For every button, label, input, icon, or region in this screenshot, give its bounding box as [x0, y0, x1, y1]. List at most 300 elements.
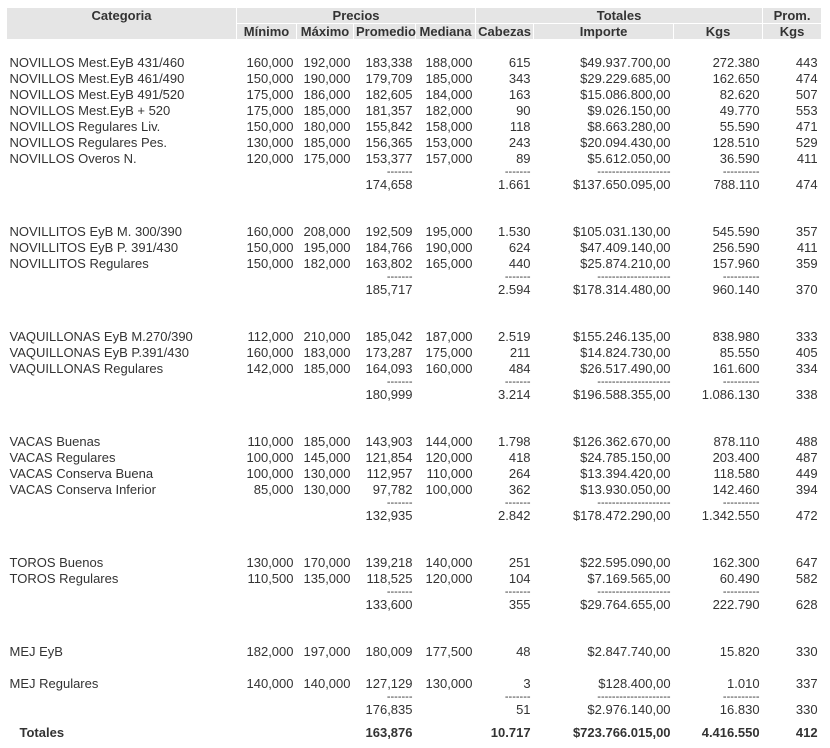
minimo-cell: 120,000 [237, 151, 297, 167]
totals-cabezas: 10.717 [476, 718, 534, 748]
spacer-row [7, 193, 822, 209]
empty-cell [237, 587, 297, 597]
mediana-cell: 157,000 [416, 151, 476, 167]
prom-kgs-cell: 411 [763, 151, 822, 167]
totals-label: Totales [7, 718, 237, 748]
empty-cell [237, 177, 297, 193]
empty-cell [237, 387, 297, 403]
empty-cell [297, 692, 354, 702]
empty-cell [297, 540, 354, 555]
mediana-cell: 165,000 [416, 256, 476, 272]
separator-dashes: ------- [354, 272, 416, 282]
subtotal-row [7, 597, 822, 613]
empty-cell [297, 629, 354, 644]
empty-cell [7, 377, 237, 387]
empty-cell [7, 587, 237, 597]
category-cell: MEJ Regulares [7, 676, 237, 692]
table-row [7, 450, 822, 466]
empty-cell [237, 629, 297, 644]
minimo-cell: 175,000 [237, 87, 297, 103]
empty-cell [7, 298, 237, 314]
maximo-cell: 197,000 [297, 644, 354, 660]
empty-cell [476, 403, 534, 419]
empty-cell [416, 40, 476, 56]
subtotal-row [7, 387, 822, 403]
separator-row [7, 167, 822, 177]
empty-cell [763, 272, 822, 282]
mediana-cell: 120,000 [416, 450, 476, 466]
mediana-cell: 185,000 [416, 71, 476, 87]
empty-cell [534, 540, 674, 555]
separator-dashes: ------- [354, 498, 416, 508]
empty-cell [7, 209, 237, 224]
empty-cell [237, 524, 297, 540]
empty-cell [297, 209, 354, 224]
prom-kgs-cell: 449 [763, 466, 822, 482]
maximo-cell: 183,000 [297, 345, 354, 361]
spacer-row [7, 298, 822, 314]
promedio-cell: 155,842 [354, 119, 416, 135]
empty-cell [7, 272, 237, 282]
subtotal-importe: $2.976.140,00 [534, 702, 674, 718]
table-row [7, 87, 822, 103]
empty-cell [416, 177, 476, 193]
empty-cell [7, 692, 237, 702]
subtotal-importe: $29.764.655,00 [534, 597, 674, 613]
prom-kgs-cell: 443 [763, 55, 822, 71]
separator-dashes: ------- [354, 692, 416, 702]
separator-dashes: ---------- [674, 587, 763, 597]
cabezas-cell: 1.530 [476, 224, 534, 240]
prom-kgs-cell: 488 [763, 434, 822, 450]
empty-cell [416, 282, 476, 298]
table-row [7, 644, 822, 660]
separator-dashes: ------- [476, 167, 534, 177]
minimo-cell: 175,000 [237, 103, 297, 119]
separator-row [7, 692, 822, 702]
subtotal-prom-kgs: 472 [763, 508, 822, 524]
empty-cell [237, 40, 297, 56]
empty-cell [237, 377, 297, 387]
prom-kgs-cell: 471 [763, 119, 822, 135]
empty-cell [534, 419, 674, 434]
separator-dashes: -------------------- [534, 587, 674, 597]
mediana-cell: 187,000 [416, 329, 476, 345]
importe-cell: $22.595.090,00 [534, 555, 674, 571]
subtotal-promedio: 185,717 [354, 282, 416, 298]
prom-kgs-cell: 529 [763, 135, 822, 151]
empty-cell [7, 419, 237, 434]
mediana-cell: 144,000 [416, 434, 476, 450]
promedio-cell: 156,365 [354, 135, 416, 151]
minimo-cell: 112,000 [237, 329, 297, 345]
category-cell: NOVILLOS Mest.EyB + 520 [7, 103, 237, 119]
minimo-cell: 100,000 [237, 450, 297, 466]
promedio-cell: 153,377 [354, 151, 416, 167]
empty-cell [674, 209, 763, 224]
empty-cell [534, 298, 674, 314]
empty-cell [7, 508, 237, 524]
empty-cell [416, 613, 476, 629]
maximo-cell: 170,000 [297, 555, 354, 571]
empty-cell [7, 387, 237, 403]
empty-cell [354, 209, 416, 224]
table-body [7, 40, 822, 748]
empty-cell [416, 540, 476, 555]
empty-cell [237, 692, 297, 702]
subtotal-kgs: 960.140 [674, 282, 763, 298]
cabezas-cell: 89 [476, 151, 534, 167]
empty-cell [416, 272, 476, 282]
table-row [7, 151, 822, 167]
table-row [7, 676, 822, 692]
empty-cell [297, 40, 354, 56]
category-cell: NOVILLOS Regulares Liv. [7, 119, 237, 135]
subtotal-kgs: 16.830 [674, 702, 763, 718]
empty-cell [354, 298, 416, 314]
importe-cell: $128.400,00 [534, 676, 674, 692]
kgs-cell: 203.400 [674, 450, 763, 466]
empty-cell [354, 613, 416, 629]
empty-cell [237, 272, 297, 282]
empty-cell [674, 540, 763, 555]
empty-cell [416, 387, 476, 403]
empty-cell [763, 540, 822, 555]
mediana-cell: 158,000 [416, 119, 476, 135]
table-row [7, 224, 822, 240]
empty-cell [297, 193, 354, 209]
empty-cell [297, 272, 354, 282]
empty-cell [7, 167, 237, 177]
subtotal-cabezas: 51 [476, 702, 534, 718]
category-cell: TOROS Buenos [7, 555, 237, 571]
subtotal-promedio: 133,600 [354, 597, 416, 613]
header-prom-kgs: Kgs [763, 24, 822, 40]
subtotal-prom-kgs: 474 [763, 177, 822, 193]
empty-cell [297, 377, 354, 387]
empty-cell [7, 193, 237, 209]
separator-row [7, 377, 822, 387]
subtotal-importe: $178.472.290,00 [534, 508, 674, 524]
category-cell: NOVILLOS Overos N. [7, 151, 237, 167]
empty-cell [297, 702, 354, 718]
separator-row [7, 587, 822, 597]
cabezas-cell: 1.798 [476, 434, 534, 450]
empty-cell [237, 718, 297, 748]
empty-cell [763, 314, 822, 329]
mediana-cell: 195,000 [416, 224, 476, 240]
empty-cell [534, 40, 674, 56]
category-cell: VAQUILLONAS EyB P.391/430 [7, 345, 237, 361]
empty-cell [297, 282, 354, 298]
separator-dashes: -------------------- [534, 272, 674, 282]
kgs-cell: 545.590 [674, 224, 763, 240]
importe-cell: $14.824.730,00 [534, 345, 674, 361]
minimo-cell: 150,000 [237, 256, 297, 272]
cabezas-cell: 211 [476, 345, 534, 361]
category-cell: VAQUILLONAS Regulares [7, 361, 237, 377]
header-cabezas: Cabezas [476, 24, 534, 40]
importe-cell: $13.930.050,00 [534, 482, 674, 498]
subtotal-prom-kgs: 370 [763, 282, 822, 298]
header-minimo: Mínimo [237, 24, 297, 40]
table-row [7, 119, 822, 135]
minimo-cell: 160,000 [237, 224, 297, 240]
empty-cell [297, 298, 354, 314]
prom-kgs-cell: 359 [763, 256, 822, 272]
empty-cell [416, 524, 476, 540]
empty-cell [7, 597, 237, 613]
promedio-cell: 164,093 [354, 361, 416, 377]
cabezas-cell: 3 [476, 676, 534, 692]
promedio-cell: 112,957 [354, 466, 416, 482]
minimo-cell: 150,000 [237, 71, 297, 87]
importe-cell: $29.229.685,00 [534, 71, 674, 87]
empty-cell [416, 629, 476, 644]
empty-cell [7, 524, 237, 540]
empty-cell [476, 629, 534, 644]
empty-cell [7, 613, 237, 629]
empty-cell [297, 524, 354, 540]
cabezas-cell: 2.519 [476, 329, 534, 345]
importe-cell: $9.026.150,00 [534, 103, 674, 119]
empty-cell [476, 298, 534, 314]
category-cell: TOROS Regulares [7, 571, 237, 587]
maximo-cell: 185,000 [297, 434, 354, 450]
cabezas-cell: 418 [476, 450, 534, 466]
empty-cell [416, 298, 476, 314]
cabezas-cell: 48 [476, 644, 534, 660]
empty-cell [763, 692, 822, 702]
importe-cell: $49.937.700,00 [534, 55, 674, 71]
empty-cell [763, 298, 822, 314]
minimo-cell: 150,000 [237, 119, 297, 135]
empty-cell [354, 419, 416, 434]
mediana-cell: 182,000 [416, 103, 476, 119]
empty-cell [416, 209, 476, 224]
empty-cell [763, 193, 822, 209]
table-row [7, 329, 822, 345]
mediana-cell: 130,000 [416, 676, 476, 692]
spacer-row [7, 419, 822, 434]
separator-dashes: -------------------- [534, 167, 674, 177]
subtotal-row [7, 508, 822, 524]
cabezas-cell: 90 [476, 103, 534, 119]
totals-promedio: 163,876 [354, 718, 416, 748]
category-cell: VAQUILLONAS EyB M.270/390 [7, 329, 237, 345]
kgs-cell: 55.590 [674, 119, 763, 135]
minimo-cell: 110,500 [237, 571, 297, 587]
separator-dashes: ------- [476, 272, 534, 282]
importe-cell: $5.612.050,00 [534, 151, 674, 167]
mediana-cell: 153,000 [416, 135, 476, 151]
spacer-row [7, 314, 822, 329]
empty-cell [534, 660, 674, 676]
empty-cell [297, 314, 354, 329]
empty-cell [416, 597, 476, 613]
promedio-cell: 127,129 [354, 676, 416, 692]
empty-cell [7, 40, 237, 56]
empty-cell [763, 419, 822, 434]
importe-cell: $155.246.135,00 [534, 329, 674, 345]
header-promedio: Promedio [354, 24, 416, 40]
subtotal-row [7, 177, 822, 193]
empty-cell [674, 193, 763, 209]
subtotal-cabezas: 1.661 [476, 177, 534, 193]
subtotal-prom-kgs: 628 [763, 597, 822, 613]
mediana-cell: 184,000 [416, 87, 476, 103]
empty-cell [763, 167, 822, 177]
empty-cell [416, 498, 476, 508]
maximo-cell: 208,000 [297, 224, 354, 240]
prom-kgs-cell: 337 [763, 676, 822, 692]
empty-cell [237, 298, 297, 314]
separator-dashes: ------- [476, 377, 534, 387]
subtotal-kgs: 1.342.550 [674, 508, 763, 524]
importe-cell: $13.394.420,00 [534, 466, 674, 482]
separator-dashes: ------- [476, 692, 534, 702]
empty-cell [763, 613, 822, 629]
promedio-cell: 192,509 [354, 224, 416, 240]
promedio-cell: 139,218 [354, 555, 416, 571]
empty-cell [237, 209, 297, 224]
maximo-cell: 190,000 [297, 71, 354, 87]
table-row [7, 361, 822, 377]
cabezas-cell: 118 [476, 119, 534, 135]
empty-cell [416, 702, 476, 718]
separator-dashes: ------- [354, 587, 416, 597]
category-cell: VACAS Conserva Buena [7, 466, 237, 482]
promedio-cell: 184,766 [354, 240, 416, 256]
subtotal-promedio: 180,999 [354, 387, 416, 403]
kgs-cell: 1.010 [674, 676, 763, 692]
mediana-cell: 110,000 [416, 466, 476, 482]
spacer-row [7, 403, 822, 419]
spacer-row [7, 660, 822, 676]
empty-cell [7, 660, 237, 676]
empty-cell [476, 524, 534, 540]
kgs-cell: 878.110 [674, 434, 763, 450]
cabezas-cell: 343 [476, 71, 534, 87]
minimo-cell: 160,000 [237, 55, 297, 71]
spacer-row [7, 629, 822, 644]
maximo-cell: 210,000 [297, 329, 354, 345]
empty-cell [7, 498, 237, 508]
kgs-cell: 49.770 [674, 103, 763, 119]
kgs-cell: 256.590 [674, 240, 763, 256]
cabezas-cell: 104 [476, 571, 534, 587]
cabezas-cell: 440 [476, 256, 534, 272]
separator-dashes: -------------------- [534, 498, 674, 508]
empty-cell [476, 660, 534, 676]
empty-cell [674, 660, 763, 676]
category-cell: VACAS Buenas [7, 434, 237, 450]
table-row [7, 135, 822, 151]
table-row [7, 466, 822, 482]
empty-cell [416, 419, 476, 434]
subtotal-prom-kgs: 338 [763, 387, 822, 403]
empty-cell [354, 314, 416, 329]
empty-cell [534, 524, 674, 540]
empty-cell [416, 692, 476, 702]
empty-cell [416, 193, 476, 209]
cabezas-cell: 251 [476, 555, 534, 571]
empty-cell [7, 629, 237, 644]
empty-cell [763, 377, 822, 387]
separator-dashes: ---------- [674, 167, 763, 177]
empty-cell [237, 702, 297, 718]
separator-row [7, 272, 822, 282]
empty-cell [7, 177, 237, 193]
importe-cell: $8.663.280,00 [534, 119, 674, 135]
prom-kgs-cell: 405 [763, 345, 822, 361]
promedio-cell: 181,357 [354, 103, 416, 119]
subtotal-kgs: 1.086.130 [674, 387, 763, 403]
promedio-cell: 163,802 [354, 256, 416, 272]
kgs-cell: 272.380 [674, 55, 763, 71]
promedio-cell: 185,042 [354, 329, 416, 345]
minimo-cell: 130,000 [237, 135, 297, 151]
cabezas-cell: 243 [476, 135, 534, 151]
separator-dashes: ------- [354, 377, 416, 387]
kgs-cell: 36.590 [674, 151, 763, 167]
empty-cell [237, 498, 297, 508]
empty-cell [237, 167, 297, 177]
kgs-cell: 162.300 [674, 555, 763, 571]
category-cell: VACAS Regulares [7, 450, 237, 466]
mediana-cell: 188,000 [416, 55, 476, 71]
importe-cell: $15.086.800,00 [534, 87, 674, 103]
separator-dashes: ------- [354, 167, 416, 177]
empty-cell [237, 403, 297, 419]
spacer-row [7, 524, 822, 540]
empty-cell [354, 40, 416, 56]
cabezas-cell: 484 [476, 361, 534, 377]
maximo-cell: 185,000 [297, 361, 354, 377]
category-cell: NOVILLOS Mest.EyB 431/460 [7, 55, 237, 71]
empty-cell [763, 403, 822, 419]
empty-cell [476, 209, 534, 224]
kgs-cell: 128.510 [674, 135, 763, 151]
empty-cell [763, 498, 822, 508]
minimo-cell: 130,000 [237, 555, 297, 571]
empty-cell [7, 702, 237, 718]
empty-cell [7, 314, 237, 329]
prom-kgs-cell: 647 [763, 555, 822, 571]
maximo-cell: 185,000 [297, 135, 354, 151]
category-cell: NOVILLOS Regulares Pes. [7, 135, 237, 151]
minimo-cell: 142,000 [237, 361, 297, 377]
empty-cell [7, 540, 237, 555]
subtotal-promedio: 132,935 [354, 508, 416, 524]
minimo-cell: 140,000 [237, 676, 297, 692]
cabezas-cell: 264 [476, 466, 534, 482]
category-cell: NOVILLITOS Regulares [7, 256, 237, 272]
table-row [7, 555, 822, 571]
prom-kgs-cell: 474 [763, 71, 822, 87]
prom-kgs-cell: 394 [763, 482, 822, 498]
price-table [6, 7, 822, 748]
kgs-cell: 118.580 [674, 466, 763, 482]
empty-cell [476, 613, 534, 629]
empty-cell [476, 193, 534, 209]
empty-cell [674, 419, 763, 434]
mediana-cell: 190,000 [416, 240, 476, 256]
empty-cell [763, 629, 822, 644]
category-cell: NOVILLOS Mest.EyB 461/490 [7, 71, 237, 87]
prom-kgs-cell: 333 [763, 329, 822, 345]
subtotal-cabezas: 355 [476, 597, 534, 613]
